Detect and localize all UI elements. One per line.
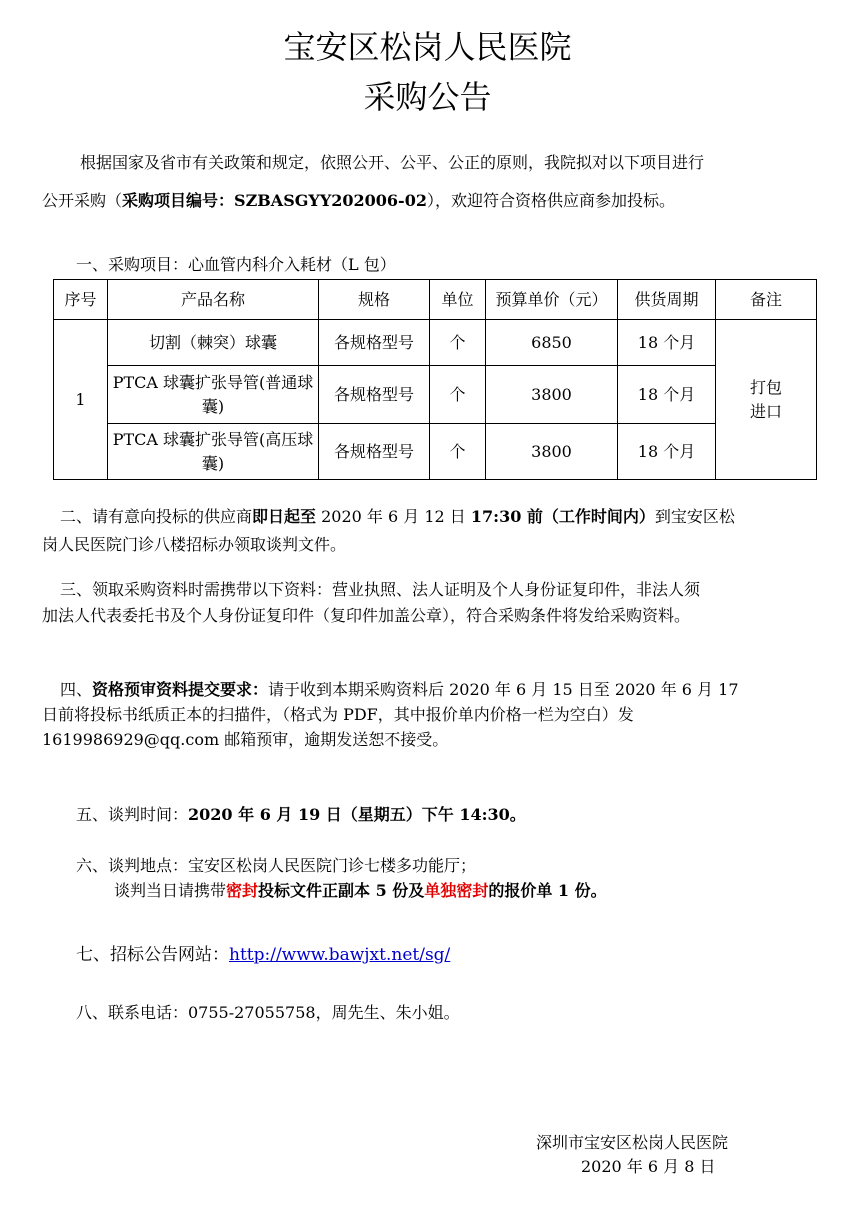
product-unit: 个 xyxy=(430,424,486,480)
product-price: 3800 xyxy=(486,366,618,424)
section2-line1: 二、请有意向投标的供应商即日起至 2020 年 6 月 12 日 17:30 前（工作时间内）到宝安区松 xyxy=(60,507,735,526)
product-name: 切割（棘突）球囊 xyxy=(108,320,319,366)
section4-line3: 1619986929@qq.com 邮箱预审，逾期发送恕不接受。 xyxy=(42,730,449,749)
project-code: 采购项目编号：SZBASGYY202006-02 xyxy=(122,191,427,210)
section1-heading: 一、采购项目：心血管内科介入耗材（L 包） xyxy=(76,255,396,274)
header-cell: 供货周期 xyxy=(618,280,716,320)
section2-line2: 岗人民医院门诊八楼招标办领取谈判文件。 xyxy=(42,535,347,554)
header-cell: 备注 xyxy=(716,280,817,320)
section7: 七、招标公告网站：http://www.bawjxt.net/sg/ xyxy=(76,945,451,965)
section6-line2: 谈判当日请携带密封投标文件正副本 5 份及单独密封的报价单 1 份。 xyxy=(114,881,607,900)
signature-date: 2020 年 6 月 8 日 xyxy=(581,1157,716,1176)
section3-line1: 三、领取采购资料时需携带以下资料：营业执照、法人证明及个人身份证复印件，非法人须 xyxy=(60,580,701,599)
header-cell: 预算单价（元） xyxy=(486,280,618,320)
table-row xyxy=(54,366,817,424)
section8: 八、联系电话：0755-27055758，周先生、朱小姐。 xyxy=(76,1003,460,1022)
product-period: 18 个月 xyxy=(618,366,716,424)
table-row xyxy=(54,424,817,480)
product-name: PTCA 球囊扩张导管(普通球囊) xyxy=(108,366,319,424)
table-header-row xyxy=(54,280,817,320)
product-name: PTCA 球囊扩张导管(高压球囊) xyxy=(108,424,319,480)
header-cell: 单位 xyxy=(430,280,486,320)
intro-line2: 公开采购（采购项目编号：SZBASGYY202006-02），欢迎符合资格供应商参加投标。 xyxy=(42,191,675,210)
section3-line2: 加法人代表委托书及个人身份证复印件（复印件加盖公章），符合采购条件将发给采购资料。 xyxy=(42,606,691,625)
product-period: 18 个月 xyxy=(618,320,716,366)
product-period: 18 个月 xyxy=(618,424,716,480)
document-subtitle: 采购公告 xyxy=(363,78,492,116)
product-unit: 个 xyxy=(430,320,486,366)
section4-line1: 四、资格预审资料提交要求：请于收到本期采购资料后 2020 年 6 月 15 日至 2020 年 6 月 17 xyxy=(60,680,739,699)
header-cell: 序号 xyxy=(54,280,108,320)
product-spec: 各规格型号 xyxy=(319,366,430,424)
product-spec: 各规格型号 xyxy=(319,424,430,480)
product-price: 3800 xyxy=(486,424,618,480)
procurement-table xyxy=(53,279,817,480)
product-spec: 各规格型号 xyxy=(319,320,430,366)
document-title: 宝安区松岗人民医院 xyxy=(283,28,572,66)
header-cell: 规格 xyxy=(319,280,430,320)
signature-org: 深圳市宝安区松岗人民医院 xyxy=(536,1133,729,1152)
negotiation-time: 2020 年 6 月 19 日（星期五）下午 14:30。 xyxy=(188,805,526,824)
note-cell: 打包 进口 xyxy=(716,320,817,480)
header-cell: 产品名称 xyxy=(108,280,319,320)
table-row xyxy=(54,320,817,366)
section6-line1: 六、谈判地点：宝安区松岗人民医院门诊七楼多功能厅； xyxy=(76,856,477,875)
section4-line2: 日前将投标书纸质正本的扫描件，（格式为 PDF，其中报价单内价格一栏为空白）发 xyxy=(42,705,634,724)
product-price: 6850 xyxy=(486,320,618,366)
row-index: 1 xyxy=(54,320,108,480)
intro-line1: 根据国家及省市有关政策和规定，依照公开、公平、公正的原则，我院拟对以下项目进行 xyxy=(80,153,705,172)
section5: 五、谈判时间：2020 年 6 月 19 日（星期五）下午 14:30。 xyxy=(76,805,526,824)
tender-website-link[interactable]: http://www.bawjxt.net/sg/ xyxy=(229,945,451,965)
product-unit: 个 xyxy=(430,366,486,424)
prequal-heading: 资格预审资料提交要求： xyxy=(92,680,269,699)
